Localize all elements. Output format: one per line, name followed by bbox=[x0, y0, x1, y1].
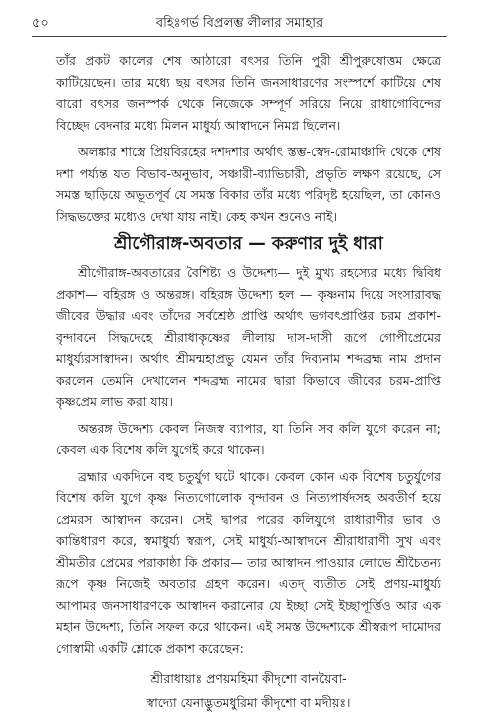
paragraph: শ্রীগৌরাঙ্গ-অবতারের বৈশিষ্ট্য ও উদ্দেশ্য— দুই মুখ্য রহস্যের মধ্যে দ্বিবিধ প্রকাশ— বহিরঙ্গ ও অন্তরঙ্গ। বহিরঙ্গ উদ্দেশ্য হল — কৃষ্ণনাম দিয়ে সংসারাবদ্ধ জীবের উদ্ধার এবং তাঁদের সর্বশ্রেষ্ঠ প্রাপ্তি অর্থাৎ ভগবৎপ্রাপ্তির চরম প্রকাশ-বৃন্দাবনে সিদ্ধদেহে শ্রীরাধাকৃষ্ণের লীলায় দাস-দাসী রূপে গোপীপ্রেমের মাধুর্য্যরসাস্বাদন। অর্থাৎ শ্রীমন্মহাপ্রভু যেমন তাঁর দিব্যনাম শব্দব্রহ্ম নাম প্রদান করলেন তেমনি দেখালেন শব্দব্রহ্ম নামের দ্বারা কিভাবে জীবের চরম-প্রাপ্তি কৃষ্ণপ্রেম লাভ করা যায়। bbox=[56, 265, 441, 409]
paragraph: ব্রহ্মার একদিনে বহু চতুর্যুগ ঘটে থাকে। কেবল কোন এক বিশেষ চতুর্যুগের বিশেষ কলি যুগে কৃষ্ণ নিত্যগোলোক বৃন্দাবন ও নিত্যপার্ষদসহ অবতীর্ণ হয়ে প্রেমরস আস্বাদন করেন। সেই দ্বাপর পরের কলিযুগে রাধারাণীর ভাব ও কান্তিধারণ করে, স্বমাধুর্য্য স্বরূপ, সেই মাধুর্য্য-আস্বাদনে শ্রীরাধারাণী সুখ এবং শ্রীমতীর প্রেমের পরাকাষ্ঠা কি প্রকার— তার আস্বাদন পাওয়ার লোভে শ্রীচৈতন্য রূপে কৃষ্ণ নিজেই অবতার গ্রহণ করেন। এতদ্ ব্যতীত সেই প্রণয়-মাধুর্য্য আপামর জনসাধারণকে আস্বাদন করানোর যে ইচ্ছা সেই ইচ্ছাপূর্ত্তিও আর এক মহান উদ্দেশ্য, তিনি সফল করে থাকেন। এই সমস্ত উদ্দেশ্যকে শ্রীস্বরূপ দামোদর গোস্বামী একটি শ্লোকে প্রকাশ করেছেন: bbox=[56, 468, 441, 656]
page-number: ৫০ bbox=[32, 16, 49, 31]
section-heading: শ্রীগৌরাঙ্গ-অবতার — করুণার দুই ধারা bbox=[114, 234, 383, 254]
paragraph: অন্তরঙ্গ উদ্দেশ্য কেবল নিজস্ব ব্যাপার, যা তিনি সব কলি যুগে করেন না; কেবল এক বিশেষ কলি যুগেই করে থাকেন। bbox=[56, 420, 441, 457]
verse-line: স্বাদ্যো যেনাদ্ভুতমধুরিমা কীদৃশো বা মদীয়ঃ। bbox=[146, 695, 351, 710]
verse-line: শ্রীরাধায়াঃ প্রণয়মহিমা কীদৃশো বানয়ৈবা- bbox=[150, 671, 347, 686]
header-rule bbox=[32, 36, 447, 37]
running-title: বহিঃগৰ্ভ বিপ্ৰলম্ভ লীলার সমাহার bbox=[155, 16, 324, 31]
paragraph: তাঁর প্রকট কালের শেষ আঠারো বৎসর তিনি পুরী শ্রীপুরুষোত্তম ক্ষেত্রে কাটিয়েছেন। তার মধ্যে ছয় বৎসর তিনি জনসাধারণের সংস্পর্শে কাটিয়ে শেষ বারো বৎসর জনস্পর্ক থেকে নিজেকে সম্পূর্ণ সরিয়ে নিয়ে রাধাগোবিন্দের বিচ্ছেদ বেদনার মধ্যে মিলন মাধুর্য্য আস্বাদনে নিমগ্ন ছিলেন। bbox=[56, 53, 441, 133]
sanskrit-verse bbox=[56, 667, 441, 715]
body-text bbox=[56, 50, 441, 715]
paragraph: অলঙ্কার শাস্ত্রে প্রিয়বিরহের দশদশার অর্থাৎ স্তম্ভ-স্বেদ-রোমাঞ্চাদি থেকে শেষ দশা পর্য্যন্ত যত বিভাব-অনুভাব, সঞ্চারী-ব্যাভিচারী, প্রভৃতি লক্ষণ রয়েছে, সে সমস্ত ছাড়িয়ে অভূতপূর্ব যে সমস্ত বিকার তাঁর মধ্যে পরিদৃষ্ট হয়েছিল, তা কোনও সিদ্ধভক্তের মধ্যেও দেখা যায় নাই। কেহ কখন শুনেও নাই। bbox=[56, 144, 441, 224]
